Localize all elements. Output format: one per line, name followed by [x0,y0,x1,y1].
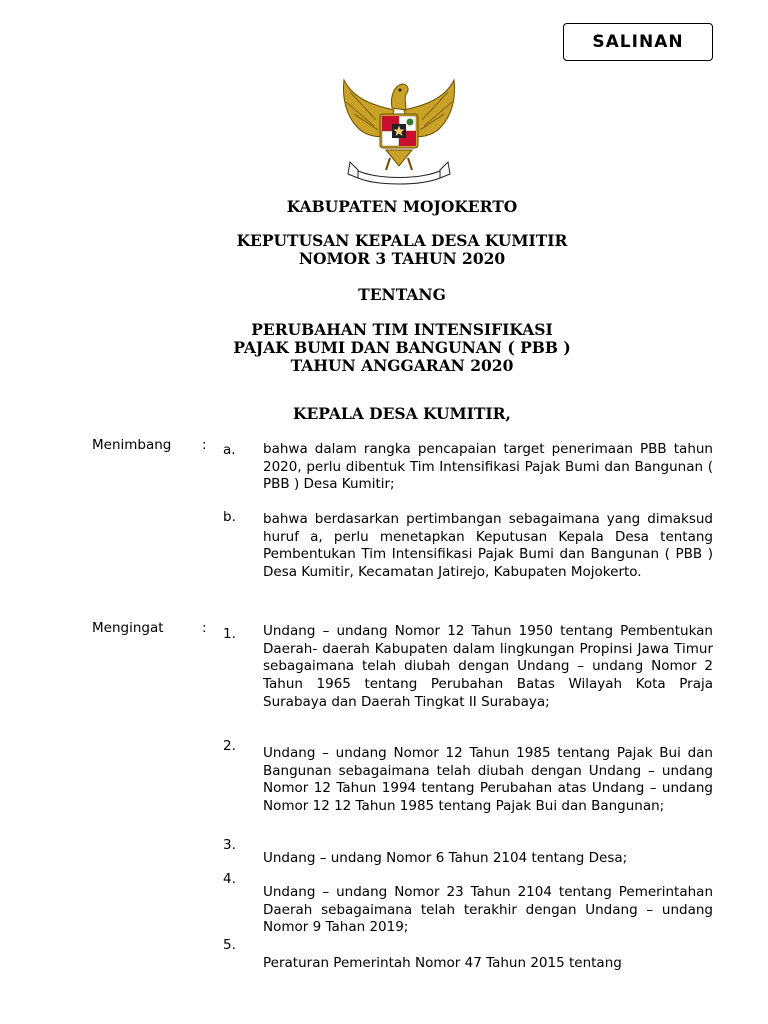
subject-line-2: PAJAK BUMI DAN BANGUNAN ( PBB ) [233,338,571,357]
mengingat-label: Mengingat [92,620,164,636]
mengingat-item-1: Undang – undang Nomor 12 Tahun 1950 tentang Pembentukan Daerah- daerah Kabupaten dalam lingkungan Propinsi Jawa Timur sebagaimana telah diubah dengan Undang – undang Nomor 2 Tahun 1965 tentang Perubahan Batas Wilayah Kota Praja Surabaya dan Daerah Tingkat II Surabaya; [263,623,713,710]
mengingat-marker-2: 2. [223,738,236,754]
salinan-stamp: SALINAN [563,23,713,61]
mengingat-item-5: Peraturan Pemerintah Nomor 47 Tahun 2015 tentang [263,955,622,971]
mengingat-item-3: Undang – undang Nomor 6 Tahun 2104 tentang Desa; [263,850,628,866]
menimbang-colon: : [202,437,207,453]
subject-line-1: PERUBAHAN TIM INTENSIFIKASI [251,320,553,339]
mengingat-marker-4: 4. [223,871,236,887]
menimbang-label: Menimbang [92,437,172,453]
garuda-emblem [336,70,462,188]
mengingat-colon: : [202,620,207,636]
mengingat-item-2: Undang – undang Nomor 12 Tahun 1985 tentang Pajak Bui dan Bangunan sebagaimana telah diubah dengan Undang – undang Nomor 12 Tahun 1994 tentang Perubahan atas Undang – undang Nomor 12 12 Tahun 1985 tentang Pajak Bui dan Bangunan; [263,745,713,815]
mengingat-marker-3: 3. [223,837,236,853]
about-heading: TENTANG [358,285,446,304]
official-heading: KEPALA DESA KUMITIR, [293,404,511,423]
menimbang-marker-a: a. [223,442,236,458]
menimbang-marker-b: b. [223,509,236,525]
decree-number: NOMOR 3 TAHUN 2020 [298,249,506,268]
menimbang-item-a: bahwa dalam rangka pencapaian target penerimaan PBB tahun 2020, perlu dibentuk Tim Intensifikasi Pajak Bumi dan Bangunan ( PBB ) Desa Kumitir; [263,441,713,493]
subject-line-3: TAHUN ANGGARAN 2020 [290,356,514,375]
regency-heading: KABUPATEN MOJOKERTO [286,197,518,216]
mengingat-marker-5: 5. [223,937,236,953]
menimbang-item-b: bahwa berdasarkan pertimbangan sebagaimana yang dimaksud huruf a, perlu menetapkan Keputusan Kepala Desa tentang Pembentukan Tim Intensifikasi Pajak Bumi dan Bangunan ( PBB ) Desa Kumitir, Kecamatan Jatirejo, Kabupaten Mojokerto. [263,511,713,581]
mengingat-marker-1: 1. [223,626,236,642]
decree-title: KEPUTUSAN KEPALA DESA KUMITIR [236,231,568,250]
mengingat-item-4: Undang – undang Nomor 23 Tahun 2104 tentang Pemerintahan Daerah sebagaimana telah terakhir dengan Undang – undang Nomor 9 Tahan 2019; [263,884,713,936]
